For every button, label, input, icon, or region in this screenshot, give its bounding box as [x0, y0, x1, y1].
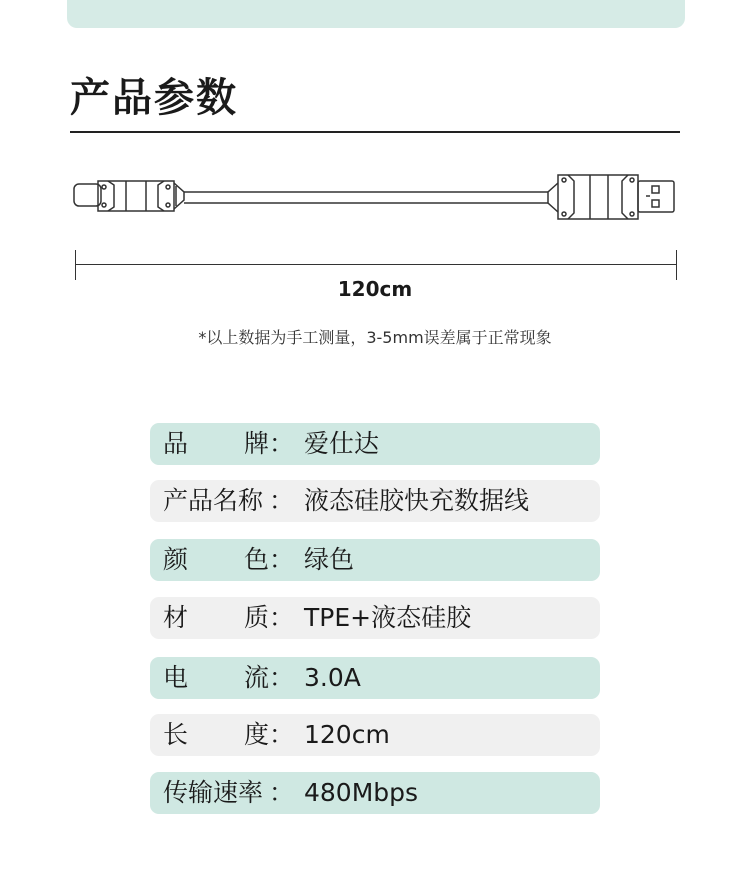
usb-c-connector-icon — [74, 181, 184, 211]
measurement-note: *以上数据为手工测量，3-5mm误差属于正常现象 — [198, 328, 552, 347]
spec-key-text: 长 — [163, 720, 189, 749]
spec-row-material — [150, 597, 600, 639]
spec-row-product-name — [150, 480, 600, 522]
usb-a-connector-icon — [548, 175, 674, 219]
cable-body — [184, 192, 548, 203]
spec-key — [150, 539, 300, 581]
spec-key-text: ： — [268, 486, 294, 515]
spec-row-length — [150, 714, 600, 756]
section-title: 产品参数 — [70, 75, 238, 121]
spec-key-text: 流： — [243, 663, 294, 692]
spec-value: 绿色 — [304, 545, 355, 574]
spec-value: 爱仕达 — [304, 429, 380, 458]
spec-key-text: 传输速率 — [163, 778, 264, 807]
spec-value: 120cm — [304, 720, 390, 749]
spec-value: 480Mbps — [304, 778, 419, 807]
usb-cable-illustration — [60, 160, 690, 230]
spec-key — [150, 597, 300, 639]
spec-key-text: 材 — [163, 603, 189, 632]
spec-value: 液态硅胶快充数据线 — [304, 486, 530, 515]
spec-key-text: 牌： — [243, 429, 294, 458]
spec-key-text: 度： — [243, 720, 294, 749]
spec-key-text: 颜 — [163, 545, 189, 574]
spec-row-brand — [150, 423, 600, 465]
spec-key-text: 产品名称 — [163, 486, 264, 515]
dimension-line — [75, 264, 676, 265]
spec-key — [150, 480, 300, 522]
spec-key-text: 电 — [163, 663, 189, 692]
top-banner-strip — [67, 0, 685, 28]
cable-length-label: 120cm — [337, 277, 413, 301]
spec-value: 3.0A — [304, 663, 361, 692]
spec-key-text: ： — [268, 778, 294, 807]
spec-value: TPE+液态硅胶 — [304, 603, 472, 632]
spec-key-text: 质： — [243, 603, 294, 632]
spec-key — [150, 772, 300, 814]
spec-row-current — [150, 657, 600, 699]
spec-key — [150, 423, 300, 465]
spec-row-transfer-rate — [150, 772, 600, 814]
spec-key — [150, 714, 300, 756]
spec-key — [150, 657, 300, 699]
spec-row-color — [150, 539, 600, 581]
spec-key-text: 色： — [243, 545, 294, 574]
spec-key-text: 品 — [163, 429, 189, 458]
title-divider — [70, 131, 680, 133]
